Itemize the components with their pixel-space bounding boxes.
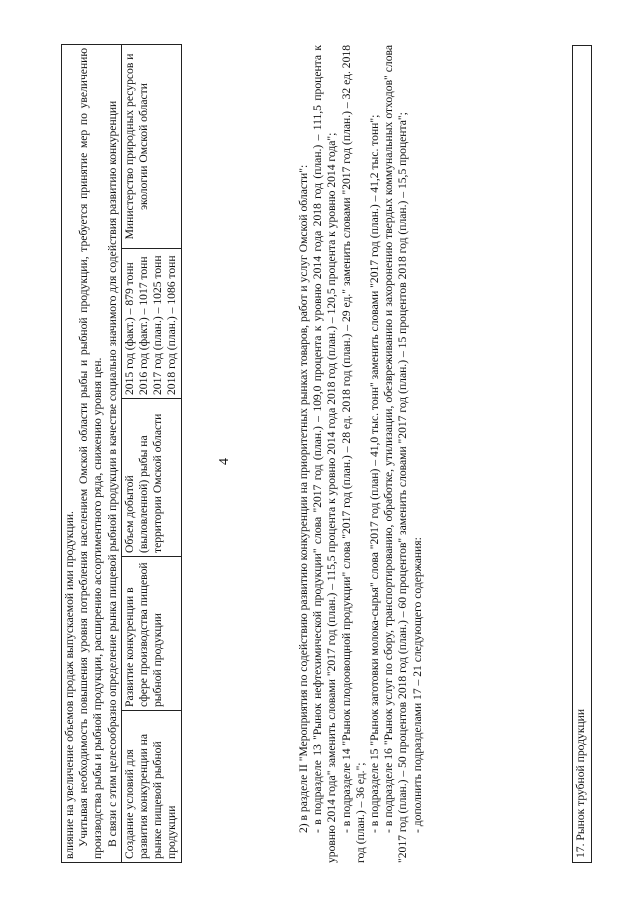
intro-line: влияние на увеличение объемов продаж выпускаемой ими продукции.: [63, 511, 76, 859]
cell-indicator: Объем добытой (выловленной) рыбы на территории Омской области: [121, 399, 181, 557]
cell-responsible: Министерство природных ресурсов и экологии Омской области: [121, 44, 181, 248]
cell-goal: Развитие конкуренции в сфере производства пищевой рыбной продукции: [121, 557, 181, 711]
paragraph: - в подразделе 16 "Рынок услуг по сбору, транспортированию, обработке, утилизации, обезвреживанию и захоронению твердых коммунальных отходов" слова "2017 год (план.) – 50 процентов 2018 год (план.) – 60 процентов" заменить словами "2017 год (план.) – 15 процентов 2018 год (план.) – 15,5 процента";: [382, 45, 410, 863]
table-intro-cell: [62, 44, 122, 862]
intro-line: В связи с этим целесообразно определение рынка пищевой рыбной продукции в качестве социально значимого для содействия развитию конкуренции: [105, 100, 119, 847]
intro-line: Учитывая необходимость повышения уровня потребления населением Омской области рыбы и рыбной продукции, требуется принятие мер по увеличению производства рыбы и рыбной продукции, расширению ассортиментного ряда, снижению уровня цен.: [77, 47, 105, 859]
page-number: 4: [217, 458, 232, 465]
subsection-title: 17. Рынок трубной продукции: [574, 708, 587, 858]
cell-values: [121, 249, 181, 399]
paragraph: - в подразделе 15 "Рынок заготовки молока-сырья" слова "2017 год (план) – 41,0 тыс. тонн" заменить словами "2017 год (план.) – 41,2 тыс. тонн";: [368, 114, 382, 833]
paragraph: - дополнить подразделами 17 – 21 следующего содержания:: [410, 537, 424, 833]
subsection-box: [572, 45, 592, 863]
value-item: 2016 год (факт.) – 1017 тонн: [137, 256, 151, 395]
paragraph: - в подразделе 14 "Рынок плодоовощной продукции" слова "2017 год (план.) – 28 ед. 2018 год (план.) – 29 ед." заменить словами "2017 год (план.) – 32 ед. 2018 год (план.) – 36 ед.";: [339, 45, 367, 863]
value-item: 2017 год (план.) – 1025 тонн: [151, 255, 165, 395]
value-item: 2015 год (факт.) – 879 тонн: [122, 262, 136, 395]
paragraph: 2) в разделе II "Мероприятия по содействию развитию конкуренции на приоритетных рынках товаров, работ и услуг Омской области":: [297, 164, 310, 833]
body-text: [297, 45, 425, 863]
cell-measure: Создание условий для развития конкуренции на рынке пищевой рыбной продукции: [121, 711, 181, 863]
measures-table: [61, 44, 182, 863]
paragraph: - в подразделе 13 "Рынок нефтехимической продукции" слова "2017 год (план.) – 109,0 процента к уровню 2014 года 2018 год (план.) – 111,5 процента к уровню 2014 года" заменить словами "2017 год (план.) – 115,5 процента к уровню 2014 года 2018 год (план.) – 120,5 процента к уровню 2014 года";: [311, 45, 339, 863]
value-item: 2018 год (план.) – 1086 тонн: [165, 255, 179, 395]
table-intro-row: [62, 44, 122, 862]
table-row: [121, 44, 181, 862]
